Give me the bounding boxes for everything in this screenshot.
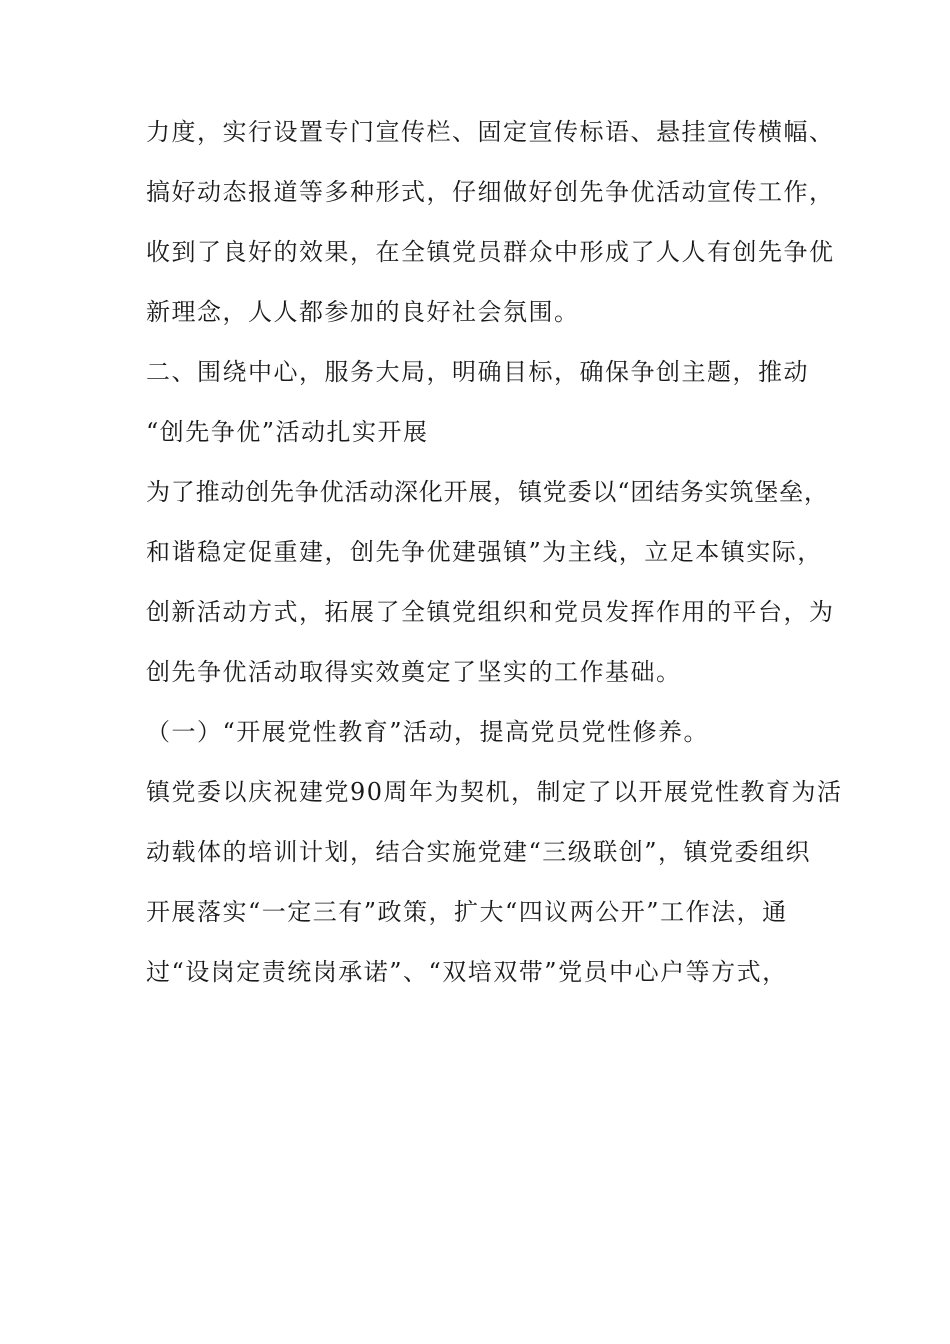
text-line: 搞好动态报道等多种形式，仔细做好创先争优活动宣传工作， <box>146 178 835 206</box>
text-line: 和谐稳定促重建，创先争优建强镇”为主线，立足本镇实际， <box>146 538 823 566</box>
text-line: 创新活动方式，拓展了全镇党组织和党员发挥作用的平台，为 <box>146 598 835 626</box>
body-text <box>146 110 843 1010</box>
text-line: 力度，实行设置专门宣传栏、固定宣传标语、悬挂宣传横幅、 <box>146 118 835 146</box>
text-line: 新理念，人人都参加的良好社会氛围。 <box>146 298 580 326</box>
text-line: 收到了良好的效果，在全镇党员群众中形成了人人有创先争优 <box>146 238 835 266</box>
text-line: 开展落实“一定三有”政策，扩大“四议两公开”工作法，通 <box>146 898 788 926</box>
section-heading-line: 二、围绕中心，服务大局，明确目标，确保争创主题，推动 <box>146 358 809 386</box>
text-line: 创先争优活动取得实效奠定了坚实的工作基础。 <box>146 658 682 686</box>
section-heading-line: “创先争优”活动扎实开展 <box>146 418 429 446</box>
text-line: 动载体的培训计划，结合实施党建“三级联创”，镇党委组织 <box>146 838 812 866</box>
text-line: 为了推动创先争优活动深化开展，镇党委以“团结务实筑堡垒， <box>146 478 829 506</box>
text-line: 过“设岗定责统岗承诺”、“双培双带”党员中心户等方式， <box>146 958 788 986</box>
text-line: 镇党委以庆祝建党90周年为契机，制定了以开展党性教育为活 <box>146 778 843 806</box>
subsection-heading-line: （一）“开展党性教育”活动，提高党员党性修养。 <box>146 718 710 746</box>
